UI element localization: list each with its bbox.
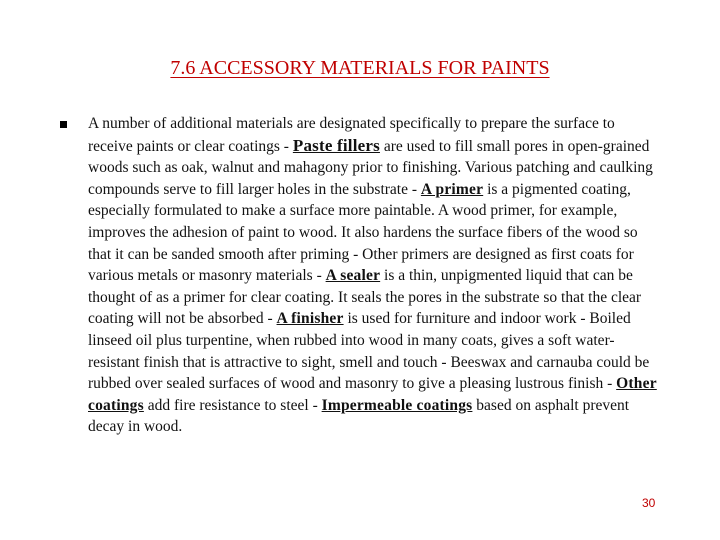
text-segment: add fire resistance to steel -: [143, 396, 322, 414]
text-segment: is a pigmented coating, especially formulated to make a surface more paintable. A wood primer, for example, improves the adhesion of paint to wood. It also hardens the surface fibers of the wood so that it can be sanded smooth after priming - Other primers are designed as first coats for various metals or masonry materials -: [88, 180, 638, 285]
square-bullet-icon: [60, 121, 67, 128]
term-paste-fillers: Paste fillers: [292, 135, 380, 155]
text-segment: is a thin, unpigmented liquid that can be thought of as a primer for clear coating. It seals the pores in the substrate so that the clear coating will not be absorbed -: [88, 267, 642, 328]
term-other-coatings: Other coatings: [88, 375, 657, 414]
text-segment: is used for furniture and indoor work - Boiled linseed oil plus turpentine, when rubbed into wood in many coats, gives a soft water-resistant finish that is attractive to sight, smell and touch - Beeswax and carnauba could be rubbed over sealed surfaces of wood and masonry to give a pleasing lustrous finish -: [88, 310, 650, 393]
term-primer: A primer: [420, 180, 484, 198]
text-segment: are used to fill small pores in open-grained woods such as oak, walnut and mahagony prior to finishing. Various patching and caulking compounds serve to fill larger holes in the substrate -: [88, 137, 653, 198]
text-segment: based on asphalt prevent decay in wood.: [88, 396, 630, 436]
term-impermeable-coatings: Impermeable coatings: [321, 396, 473, 414]
slide-title: 7.6 ACCESSORY MATERIALS FOR PAINTS: [170, 57, 550, 79]
bullet-paragraph: [88, 113, 658, 438]
page-number: 30: [642, 496, 656, 510]
text-segment: A number of additional materials are designated specifically to prepare the surface to receive paints or clear coatings -: [88, 115, 615, 155]
term-finisher: A finisher: [276, 310, 344, 328]
term-sealer: A sealer: [325, 267, 381, 285]
